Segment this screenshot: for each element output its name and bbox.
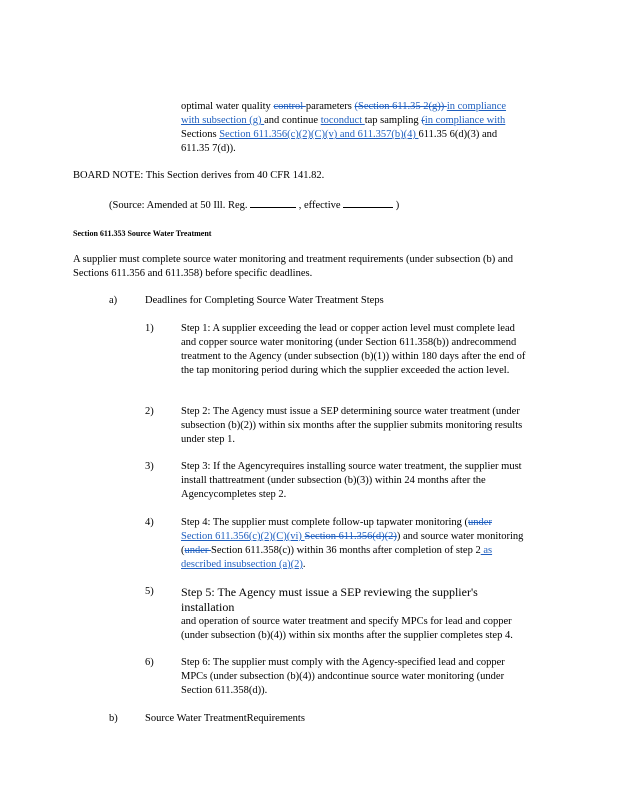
subsection-a-label: a) — [109, 295, 118, 306]
inserted-text: Section 611.356(c)(2)(C)(v) and 611.357(b)(4) — [219, 129, 419, 140]
intro-paragraph: A supplier must complete source water monitoring and treatment requirements (under subsection (b) and Sections 611.356 and 611.358) before specific deadlines. — [73, 254, 514, 279]
deleted-text: under — [184, 545, 212, 556]
section-heading: Section 611.353 Source Water Treatment — [73, 229, 212, 238]
inserted-text: toconduct — [320, 115, 365, 126]
inserted-text: in compliance with — [424, 115, 506, 126]
date-blank — [343, 197, 393, 208]
subsection-b-title: Source Water TreatmentRequirements — [145, 713, 305, 724]
date-blank — [250, 197, 296, 208]
subsection-a-title: Deadlines for Completing Source Water Treatment Steps — [145, 295, 384, 306]
deleted-text: (Section 611.35 2(g)) — [354, 101, 447, 112]
source-note: (Source: Amended at 50 Ill. Reg. , effective ) — [109, 197, 399, 213]
deleted-text: Section 611.356(d)(2) — [304, 531, 397, 542]
inserted-text: as described insubsection (a)(2) — [181, 545, 493, 570]
inserted-text: Section 611.356(c)(2)(C)(vi) — [181, 531, 305, 542]
deleted-text: control — [273, 101, 306, 112]
deleted-text: ( — [421, 115, 425, 126]
subsection-b-label: b) — [109, 713, 118, 724]
deleted-text: under — [468, 517, 492, 528]
continuation-paragraph: optimal water quality control parameters (Section 611.35 2(g)) in compliance with subsection (g) and continue toconduct tap sampling (in compliance with Sections Section 611.356(c)(2)(C)(v) and 611.357(b)(4) 611.35 6(d)(3) and 611.35 7(d)). — [181, 101, 507, 154]
board-note: BOARD NOTE: This Section derives from 40 CFR 141.82. — [73, 170, 325, 181]
inserted-text: in compliance with subsection (g) — [181, 101, 507, 126]
